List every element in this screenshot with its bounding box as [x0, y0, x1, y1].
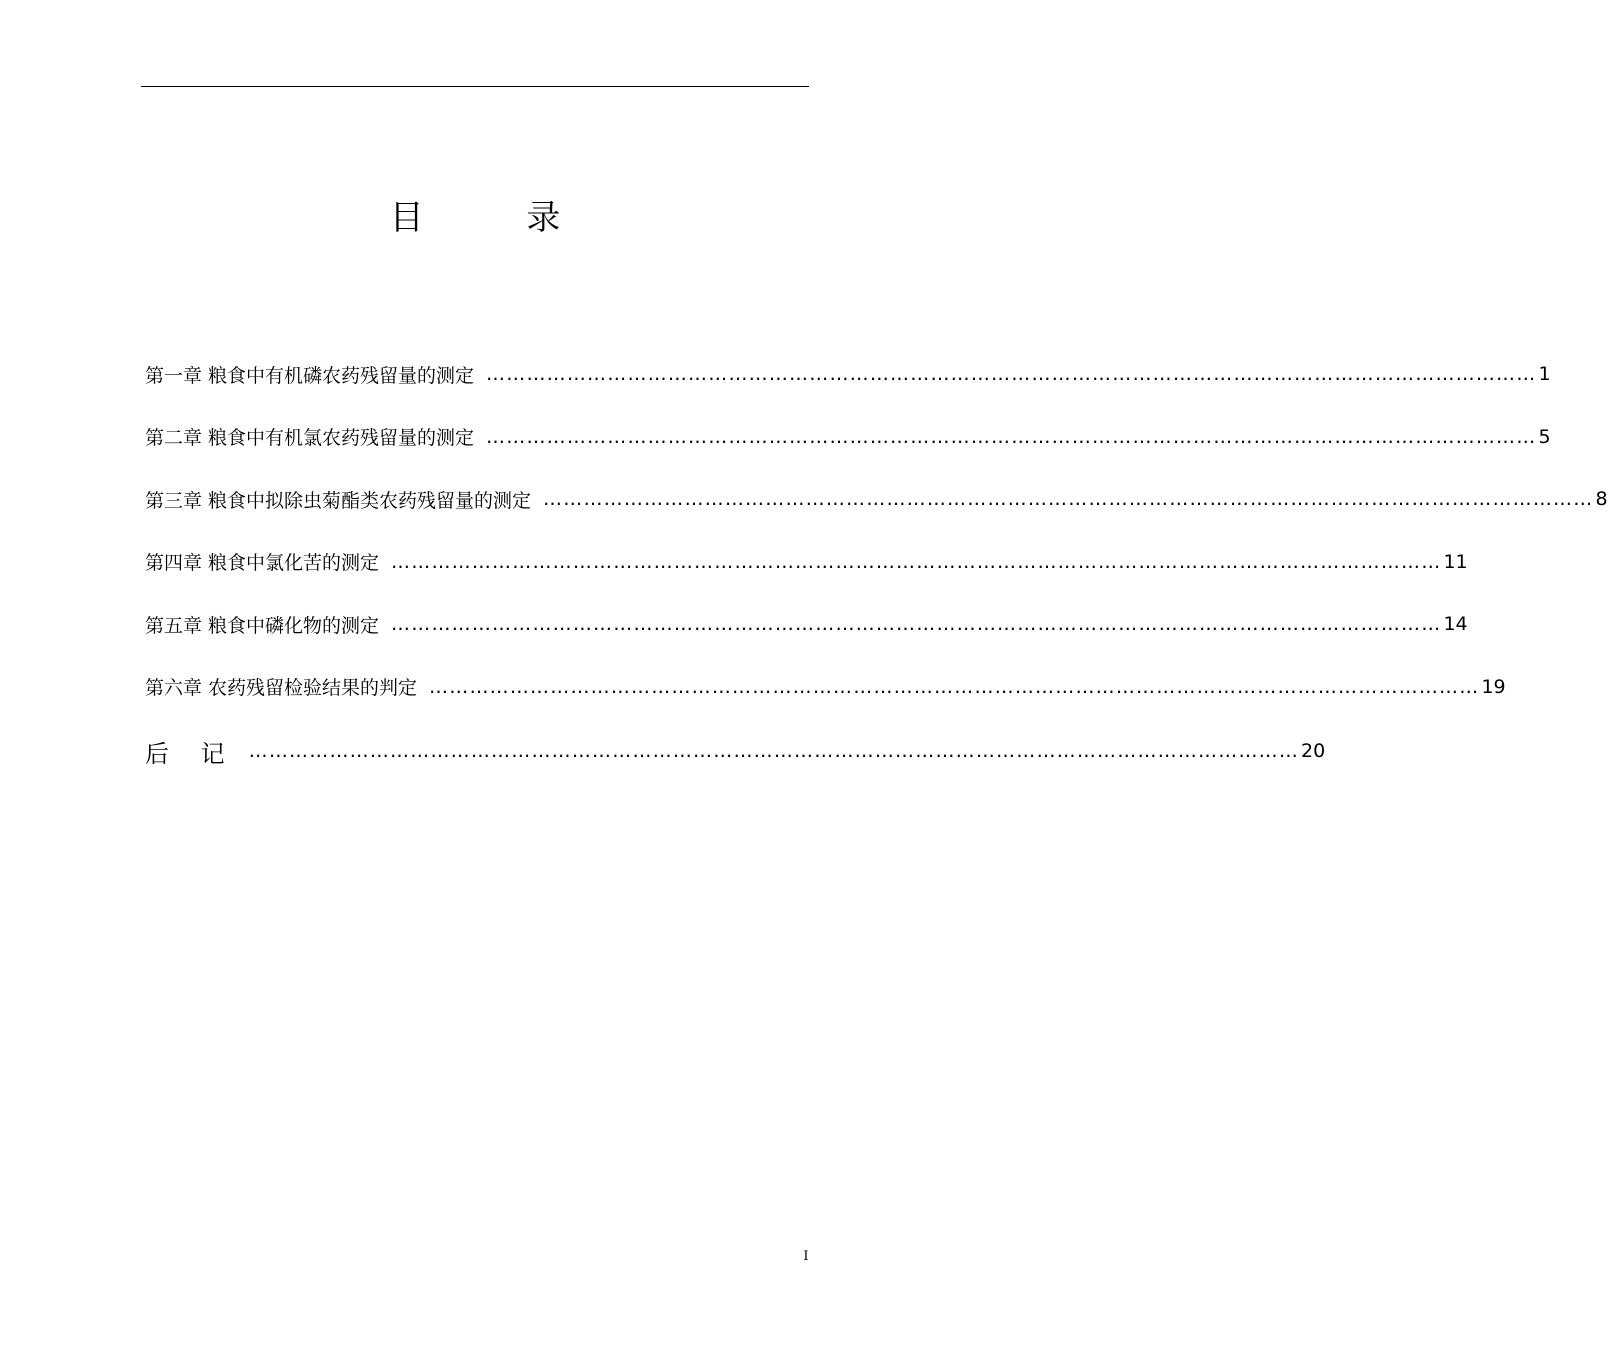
- toc-entry-afterword[interactable]: [145, 720, 1326, 783]
- toc-entry-label: 第二章 粮食中有机氯农药残留量的测定: [145, 427, 475, 450]
- toc-entry-page: 11: [1443, 550, 1468, 573]
- toc-entry-chapter-6[interactable]: [145, 656, 1506, 719]
- toc-entry-label: 第一章 粮食中有机磷农药残留量的测定: [145, 364, 475, 387]
- toc-entry-page: 8: [1595, 488, 1608, 511]
- toc-entry-label: 后 记: [145, 739, 237, 768]
- toc-entry-label: 第五章 粮食中磷化物的测定: [145, 614, 380, 637]
- toc-entry-label: 第四章 粮食中氯化苦的测定: [145, 552, 380, 575]
- toc-list: [145, 343, 1608, 783]
- toc-entry-label: 第三章 粮食中拟除虫菊酯类农药残留量的测定: [145, 489, 532, 512]
- toc-dot-leader: …………………………………………………………………………………………………………………………………………: [429, 675, 1480, 698]
- toc-dot-leader: …………………………………………………………………………………………………………………………………………: [391, 550, 1442, 573]
- toc-dot-leader: …………………………………………………………………………………………………………………………………………: [248, 740, 1300, 763]
- toc-entry-label: 第六章 农药残留检验结果的判定: [145, 677, 418, 700]
- toc-entry-page: 5: [1538, 425, 1551, 448]
- header-rule: [141, 86, 809, 87]
- toc-entry-page: 1: [1538, 363, 1551, 386]
- toc-entry-page: 20: [1301, 740, 1326, 763]
- toc-dot-leader: …………………………………………………………………………………………………………………………………………: [391, 613, 1442, 636]
- toc-entry-page: 14: [1443, 613, 1468, 636]
- toc-entry-chapter-1[interactable]: [145, 343, 1551, 406]
- toc-entry-chapter-4[interactable]: [145, 531, 1468, 594]
- toc-dot-leader: …………………………………………………………………………………………………………………………………………: [543, 488, 1594, 511]
- toc-entry-chapter-5[interactable]: [145, 593, 1468, 656]
- toc-title: 目 录: [389, 198, 607, 238]
- footer-page-number: I: [803, 1249, 809, 1264]
- toc-dot-leader: …………………………………………………………………………………………………………………………………………: [486, 363, 1537, 386]
- toc-entry-chapter-2[interactable]: [145, 406, 1551, 469]
- toc-dot-leader: …………………………………………………………………………………………………………………………………………: [486, 425, 1537, 448]
- toc-entry-chapter-3[interactable]: [145, 468, 1608, 531]
- toc-entry-page: 19: [1481, 675, 1506, 698]
